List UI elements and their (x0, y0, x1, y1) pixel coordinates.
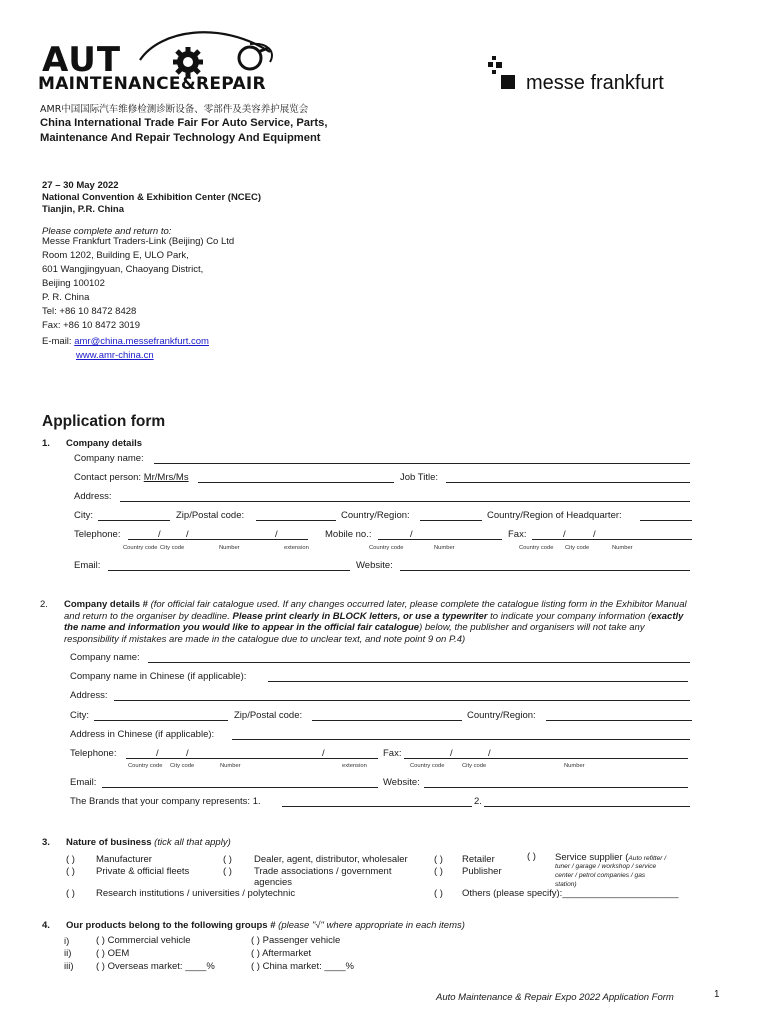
return-intro: Please complete and return to: (42, 226, 172, 237)
s2-address-cn-label: Address in Chinese (if applicable): (70, 729, 215, 740)
section4-title: Our products belong to the following groups # (66, 920, 276, 931)
s1-mobile-field[interactable] (378, 539, 502, 540)
option-commercial-vehicle[interactable]: ( ) Commercial vehicle (96, 935, 191, 946)
sub-label: extension (342, 763, 367, 769)
sub-label: Number (564, 763, 585, 769)
s2-address-cn-field[interactable] (232, 739, 690, 740)
s2-country-field[interactable] (546, 720, 692, 721)
separator-slash: / (488, 748, 491, 759)
return-line: P. R. China (42, 292, 90, 303)
s1-country-label: Country/Region: (341, 510, 410, 521)
s1-company-name-label: Company name: (74, 453, 144, 464)
checkbox-service-supplier[interactable]: ( ) (527, 851, 536, 862)
sub-label: Number (219, 545, 240, 551)
label-trade-assoc-cont: agencies (254, 877, 293, 888)
s2-city-label: City: (70, 710, 89, 721)
s1-address-label: Address: (74, 491, 112, 502)
english-title-line1: China International Trade Fair For Auto Service, Parts, (40, 117, 328, 129)
s1-email-label: Email: (74, 560, 101, 571)
sub-label: Number (220, 763, 241, 769)
label-retailer: Retailer (462, 854, 495, 865)
s2-zip-label: Zip/Postal code: (234, 710, 303, 721)
s1-website-label: Website: (356, 560, 393, 571)
s1-fax-field[interactable] (532, 539, 692, 540)
label-dealer: Dealer, agent, distributor, wholesaler (254, 854, 408, 865)
footer-text: Auto Maintenance & Repair Expo 2022 Application Form (436, 992, 674, 1003)
s2-zip-field[interactable] (312, 720, 462, 721)
sub-label: Number (612, 545, 633, 551)
s2-address-field[interactable] (114, 700, 690, 701)
return-line: Beijing 100102 (42, 278, 105, 289)
sub-label: extension (284, 545, 309, 551)
checkbox-retailer[interactable]: ( ) (434, 854, 443, 865)
section4-header: Our products belong to the following groups # (please "√" where appropriate in each items) (66, 920, 465, 931)
s2-website-field[interactable] (424, 787, 688, 788)
email-label: E-mail: (42, 336, 75, 347)
sub-label: Country code (369, 545, 404, 551)
separator-slash: / (275, 529, 278, 540)
logo-subtitle: MAINTENANCE&REPAIR (38, 74, 266, 94)
s2-company-name-field[interactable] (148, 662, 690, 663)
s2-website-label: Website: (383, 777, 420, 788)
s2-country-label: Country/Region: (467, 710, 536, 721)
row-numeral: ii) (64, 948, 72, 959)
return-phone: Tel: +86 10 8472 8428 (42, 306, 137, 317)
s2-company-name-cn-label: Company name in Chinese (if applicable): (70, 671, 247, 682)
event-venue: National Convention & Exhibition Center (NCEC) (42, 192, 262, 203)
s2-company-name-cn-field[interactable] (268, 681, 688, 682)
service-note: tuner / garage / workshop / service (555, 863, 657, 870)
s1-city-field[interactable] (98, 520, 170, 521)
s1-country-field[interactable] (420, 520, 482, 521)
s1-company-name-field[interactable] (154, 463, 690, 464)
checkbox-publisher[interactable]: ( ) (434, 866, 443, 877)
service-note: station) (555, 881, 577, 888)
label-private-fleets: Private & official fleets (96, 866, 190, 877)
checkbox-research[interactable]: ( ) (66, 888, 75, 899)
separator-slash: / (186, 529, 189, 540)
checkbox-private-fleets[interactable]: ( ) (66, 866, 75, 877)
s1-zip-label: Zip/Postal code: (176, 510, 245, 521)
separator-slash: / (450, 748, 453, 759)
option-oem[interactable]: ( ) OEM (96, 948, 130, 959)
s1-fax-label: Fax: (508, 529, 527, 540)
s1-mobile-label: Mobile no.: (325, 529, 372, 540)
page-number: 1 (714, 989, 720, 1000)
s1-job-title-label: Job Title: (400, 472, 439, 483)
messe-frankfurt-mark-icon (488, 56, 518, 92)
checkbox-manufacturer[interactable]: ( ) (66, 854, 75, 865)
sub-label: Country code (410, 763, 445, 769)
row-numeral: iii) (64, 961, 74, 972)
organizer-logo (488, 56, 688, 96)
return-fax: Fax: +86 10 8472 3019 (42, 320, 140, 331)
s2-fax-field[interactable] (404, 758, 688, 759)
organizer-name: messe frankfurt (526, 72, 664, 94)
sub-label: Number (434, 545, 455, 551)
s2-email-field[interactable] (102, 787, 378, 788)
label-publisher: Publisher (462, 866, 502, 877)
return-line: 601 Wangjingyuan, Chaoyang District, (42, 264, 204, 275)
s1-website-field[interactable] (400, 570, 690, 571)
s1-city-label: City: (74, 510, 93, 521)
s2-email-label: Email: (70, 777, 97, 788)
separator-slash: / (156, 748, 159, 759)
s2-telephone-label: Telephone: (70, 748, 117, 759)
separator-slash: / (186, 748, 189, 759)
section3-header: Nature of business (tick all that apply) (66, 837, 231, 848)
label-others[interactable]: Others (please specify):______________________ (462, 888, 679, 899)
s1-address-field[interactable] (120, 501, 690, 502)
form-title: Application form (42, 413, 166, 430)
event-city: Tianjin, P.R. China (42, 204, 124, 215)
s1-email-field[interactable] (108, 570, 350, 571)
sub-label: City code (170, 763, 195, 769)
s1-contact-label: Contact person: Mr/Mrs/Ms (74, 472, 189, 483)
separator-slash: / (410, 529, 413, 540)
checkbox-dealer[interactable]: ( ) (223, 854, 232, 865)
s2-brand1-field[interactable] (282, 806, 472, 807)
s2-company-name-label: Company name: (70, 652, 140, 663)
option-china-market[interactable]: ( ) China market: ____% (251, 961, 354, 972)
section2-title: Company details # (64, 599, 148, 610)
section1-title: Company details (66, 438, 143, 449)
return-line: Room 1202, Building E, ULO Park, (42, 250, 189, 261)
row-numeral: i) (64, 936, 70, 947)
website-link[interactable]: www.amr-china.cn (76, 350, 154, 361)
english-title-line2: Maintenance And Repair Technology And Equipment (40, 132, 321, 144)
s1-telephone-field[interactable] (128, 539, 308, 540)
s2-address-label: Address: (70, 690, 108, 701)
chinese-title: AMR中国国际汽车维修检测诊断设备、零部件及美容养护展览会 (40, 104, 309, 115)
separator-slash: / (593, 529, 596, 540)
s1-job-title-field[interactable] (446, 482, 690, 483)
s1-salutation[interactable]: Mr/Mrs/Ms (143, 472, 189, 483)
s2-fax-label: Fax: (383, 748, 402, 759)
logo-auto-text: AUT (42, 40, 122, 80)
section3-title: Nature of business (66, 837, 152, 848)
s2-telephone-field[interactable] (126, 758, 378, 759)
return-line: Messe Frankfurt Traders-Link (Beijing) Co Ltd (42, 236, 235, 247)
s1-country-hq-field[interactable] (640, 520, 692, 521)
s1-zip-field[interactable] (256, 520, 336, 521)
label-trade-assoc: Trade associations / government (254, 866, 392, 877)
s2-city-field[interactable] (94, 720, 228, 721)
email-link[interactable]: amr@china.messefrankfurt.com (74, 336, 209, 347)
checkbox-trade-assoc[interactable]: ( ) (223, 866, 232, 877)
section2-header: Company details # (for official fair catalogue used. If any changes occurred later, please complete the catalogue listing form in the Exhibitor Manual and return to the organiser by deadline. Please print clearly in BLOCK letters, or use a typewriter to indicate your company information (exactly the name and information you would like to appear in the official fair catalogue) below, the publisher and organisers will not take any responsibility if mistakes are made in the catalogue due to unclear text, and note point 9 on P.4) (64, 599, 687, 645)
service-note: center / petrol companies / gas (555, 872, 646, 879)
s2-brand2-field[interactable] (484, 806, 690, 807)
sub-label: Country code (128, 763, 163, 769)
s1-contact-field[interactable] (198, 482, 394, 483)
sub-label: City code (462, 763, 487, 769)
sub-label: City code (565, 545, 590, 551)
option-passenger-vehicle[interactable]: ( ) Passenger vehicle (251, 935, 341, 946)
separator-slash: / (563, 529, 566, 540)
sub-label: Country code (123, 545, 158, 551)
separator-slash: / (158, 529, 161, 540)
s2-brands-2-label: 2. (474, 796, 482, 807)
section-number: 4. (42, 920, 50, 931)
section-number: 1. (42, 438, 50, 449)
label-service-supplier: Service supplier (Auto refitter / (555, 852, 667, 863)
s2-brands-label: The Brands that your company represents: 1. (70, 796, 261, 807)
sub-label: Country code (519, 545, 554, 551)
return-email-row (42, 336, 209, 347)
label-research: Research institutions / universities / polytechnic (96, 888, 296, 899)
section-number: 2. (40, 599, 48, 610)
option-aftermarket[interactable]: ( ) Aftermarket (251, 948, 312, 959)
car-outline-icon (130, 22, 280, 72)
s1-country-hq-label: Country/Region of Headquarter: (487, 510, 622, 521)
s1-telephone-label: Telephone: (74, 529, 121, 540)
checkbox-others[interactable]: ( ) (434, 888, 443, 899)
label-manufacturer: Manufacturer (96, 854, 152, 865)
section-number: 3. (42, 837, 50, 848)
option-overseas-market[interactable]: ( ) Overseas market: ____% (96, 961, 215, 972)
separator-slash: / (322, 748, 325, 759)
sub-label: City code (160, 545, 185, 551)
event-logo (38, 22, 278, 92)
event-dates: 27 – 30 May 2022 (42, 180, 119, 191)
